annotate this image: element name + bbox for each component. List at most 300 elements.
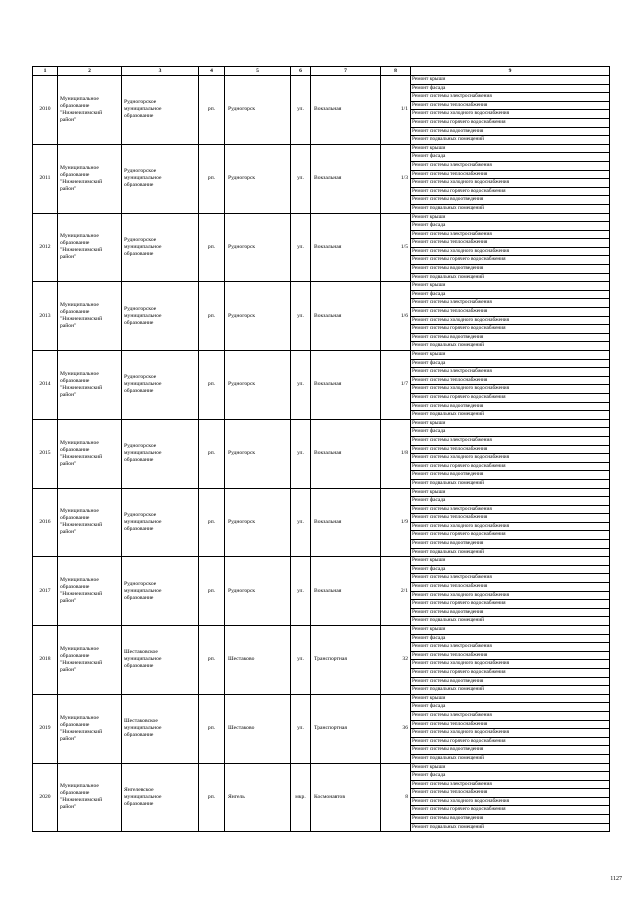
works-cell <box>411 282 610 351</box>
locality-type-cell: рп. <box>199 626 225 695</box>
district-cell <box>58 351 122 420</box>
district-cell <box>58 76 122 145</box>
district-cell-line: район" <box>60 460 77 467</box>
district-cell-line: образование <box>60 240 90 247</box>
settlement-cell <box>122 213 199 282</box>
work-item: Ремонт системы холодного водоснабжения <box>411 798 609 807</box>
work-item: Ремонт подвальных помещений <box>412 411 484 418</box>
district-cell <box>58 419 122 488</box>
house-number-cell: 1/1 <box>381 76 411 145</box>
district-cell-line: Муниципальное <box>60 302 99 309</box>
settlement-cell <box>122 488 199 557</box>
work-item: Ремонт крыши <box>411 626 609 635</box>
work-item: Ремонт системы электроснабжения <box>411 368 609 377</box>
district-cell-line: "Нижнеилимский <box>60 728 103 735</box>
street-type-cell: ул. <box>291 144 311 213</box>
district-cell-line: образование <box>60 790 90 797</box>
work-item: Ремонт системы электроснабжения <box>411 437 609 446</box>
work-item: Ремонт системы теплоснабжения <box>411 239 609 248</box>
district-cell-line: образование <box>60 102 90 109</box>
works-cell <box>411 419 610 488</box>
district-cell-line: Муниципальное <box>60 439 99 446</box>
works-list <box>411 351 609 419</box>
district-cell-line: Муниципальное <box>60 714 99 721</box>
district-cell-line: образование <box>60 652 90 659</box>
district-cell-line: район" <box>60 323 77 330</box>
settlement-cell-line: муниципальное <box>124 312 162 319</box>
work-item: Ремонт системы холодного водоснабжения <box>411 592 609 601</box>
locality-cell: Янгель <box>225 763 291 832</box>
works-cell <box>411 488 610 557</box>
work-item: Ремонт системы теплоснабжения <box>411 514 609 523</box>
district-cell <box>58 763 122 832</box>
house-number-cell: 1/5 <box>381 213 411 282</box>
house-number-cell: 8 <box>381 763 411 832</box>
street-cell: Вокзальная <box>311 76 381 145</box>
row-number: 2017 <box>33 557 58 626</box>
locality-type-cell: рп. <box>199 144 225 213</box>
work-item: Ремонт подвальных помещений <box>412 617 484 624</box>
work-item: Ремонт системы горячего водоснабжения <box>411 394 609 403</box>
work-item: Ремонт подвальных помещений <box>412 823 484 830</box>
district-cell-line: образование <box>60 377 90 384</box>
work-item: Ремонт системы электроснабжения <box>411 506 609 515</box>
work-item: Ремонт подвальных помещений <box>412 479 484 486</box>
locality-type-cell: рп. <box>199 694 225 763</box>
street-cell: Вокзальная <box>311 213 381 282</box>
locality-cell: Шестаково <box>225 694 291 763</box>
works-list <box>411 626 609 694</box>
work-item: Ремонт системы водоотведения <box>411 196 609 205</box>
locality-cell: Рудногорск <box>225 76 291 145</box>
street-cell: Вокзальная <box>311 351 381 420</box>
header-row <box>33 67 610 76</box>
table-row <box>33 282 610 351</box>
locality-type-cell: рп. <box>199 351 225 420</box>
street-cell: Вокзальная <box>311 282 381 351</box>
works-list <box>411 145 609 213</box>
work-item: Ремонт системы горячего водоснабжения <box>411 119 609 128</box>
work-item: Ремонт системы теплоснабжения <box>411 652 609 661</box>
district-cell-line: Муниципальное <box>60 645 99 652</box>
district-cell-line: Муниципальное <box>60 508 99 515</box>
district-cell-line: район" <box>60 254 77 261</box>
works-list <box>411 420 609 488</box>
settlement-cell-line: Рудногорское <box>124 580 157 587</box>
works-list <box>411 76 609 144</box>
column-header: 1 <box>33 67 58 76</box>
district-cell <box>58 282 122 351</box>
work-item: Ремонт системы водоотведения <box>411 403 609 412</box>
district-cell-line: "Нижнеилимский <box>60 247 103 254</box>
locality-type-cell: рп. <box>199 213 225 282</box>
settlement-cell-line: Рудногорское <box>124 374 157 381</box>
work-item: Ремонт крыши <box>411 557 609 566</box>
column-header: 8 <box>381 67 411 76</box>
work-item: Ремонт системы электроснабжения <box>411 93 609 102</box>
street-type-cell: ул. <box>291 419 311 488</box>
locality-cell: Шестаково <box>225 626 291 695</box>
house-number-cell: 36 <box>381 694 411 763</box>
work-item: Ремонт крыши <box>411 764 609 773</box>
column-header: 2 <box>58 67 122 76</box>
district-cell-line: "Нижнеилимский <box>60 109 103 116</box>
column-header: 3 <box>122 67 199 76</box>
street-cell: Транспортная <box>311 626 381 695</box>
locality-type-cell: рп. <box>199 419 225 488</box>
street-type-cell: ул. <box>291 213 311 282</box>
district-cell-line: район" <box>60 116 77 123</box>
table-body <box>33 76 610 832</box>
settlement-cell-line: Рудногорское <box>124 168 157 175</box>
work-item: Ремонт системы водоотведения <box>411 609 609 618</box>
settlement-cell-line: образование <box>124 525 154 532</box>
work-item: Ремонт системы электроснабжения <box>411 712 609 721</box>
settlement-cell-line: муниципальное <box>124 243 162 250</box>
settlement-cell-line: образование <box>124 319 154 326</box>
works-cell <box>411 694 610 763</box>
district-cell-line: Муниципальное <box>60 233 99 240</box>
work-item: Ремонт фасада <box>411 566 609 575</box>
work-item: Ремонт системы горячего водоснабжения <box>411 669 609 678</box>
work-item: Ремонт системы холодного водоснабжения <box>411 454 609 463</box>
works-list <box>411 764 609 832</box>
work-item: Ремонт фасада <box>411 497 609 506</box>
house-number-cell: 1/8 <box>381 419 411 488</box>
work-item: Ремонт системы горячего водоснабжения <box>411 600 609 609</box>
district-cell-line: Муниципальное <box>60 577 99 584</box>
house-number-cell: 2/1 <box>381 557 411 626</box>
settlement-cell <box>122 144 199 213</box>
work-item: Ремонт подвальных помещений <box>412 754 484 761</box>
settlement-cell <box>122 694 199 763</box>
work-item: Ремонт системы теплоснабжения <box>411 377 609 386</box>
work-item: Ремонт системы электроснабжения <box>411 781 609 790</box>
table-row <box>33 763 610 832</box>
street-type-cell: ул. <box>291 282 311 351</box>
settlement-cell <box>122 763 199 832</box>
works-cell <box>411 763 610 832</box>
street-cell: Вокзальная <box>311 557 381 626</box>
district-cell <box>58 213 122 282</box>
street-cell: Транспортная <box>311 694 381 763</box>
column-header: 4 <box>199 67 225 76</box>
work-item: Ремонт системы водоотведения <box>411 678 609 687</box>
locality-cell: Рудногорск <box>225 351 291 420</box>
row-number: 2018 <box>33 626 58 695</box>
work-item: Ремонт системы теплоснабжения <box>411 721 609 730</box>
house-number-cell: 1/9 <box>381 488 411 557</box>
street-cell: Космонавтов <box>311 763 381 832</box>
settlement-cell-line: образование <box>124 113 154 120</box>
settlement-cell-line: образование <box>124 250 154 257</box>
street-type-cell: мкр. <box>291 763 311 832</box>
locality-cell: Рудногорск <box>225 488 291 557</box>
settlement-cell-line: Рудногорское <box>124 511 157 518</box>
row-number: 2015 <box>33 419 58 488</box>
repair-schedule-table <box>32 66 610 832</box>
settlement-cell <box>122 76 199 145</box>
settlement-cell-line: муниципальное <box>124 450 162 457</box>
district-cell-line: район" <box>60 735 77 742</box>
district-cell <box>58 694 122 763</box>
district-cell-line: район" <box>60 391 77 398</box>
works-list <box>411 214 609 282</box>
work-item: Ремонт системы холодного водоснабжения <box>411 248 609 257</box>
district-cell <box>58 488 122 557</box>
works-cell <box>411 144 610 213</box>
column-header: 5 <box>225 67 291 76</box>
work-item: Ремонт системы теплоснабжения <box>411 583 609 592</box>
works-cell <box>411 213 610 282</box>
district-cell-line: "Нижнеилимский <box>60 797 103 804</box>
house-number-cell: 1/3 <box>381 144 411 213</box>
work-item: Ремонт системы водоотведения <box>411 128 609 137</box>
table-row <box>33 213 610 282</box>
work-item: Ремонт системы горячего водоснабжения <box>411 256 609 265</box>
district-cell-line: район" <box>60 529 77 536</box>
house-number-cell: 1/7 <box>381 351 411 420</box>
work-item: Ремонт системы водоотведения <box>411 815 609 824</box>
work-item: Ремонт крыши <box>411 145 609 154</box>
work-item: Ремонт подвальных помещений <box>412 204 484 211</box>
work-item: Ремонт системы электроснабжения <box>411 162 609 171</box>
settlement-cell-line: Рудногорское <box>124 99 157 106</box>
settlement-cell-line: муниципальное <box>124 793 162 800</box>
settlement-cell-line: муниципальное <box>124 175 162 182</box>
table-row <box>33 144 610 213</box>
locality-type-cell: рп. <box>199 557 225 626</box>
work-item: Ремонт системы водоотведения <box>411 471 609 480</box>
work-item: Ремонт фасада <box>411 360 609 369</box>
work-item: Ремонт системы холодного водоснабжения <box>411 385 609 394</box>
settlement-cell-line: Рудногорское <box>124 236 157 243</box>
work-item: Ремонт фасада <box>411 222 609 231</box>
settlement-cell-line: муниципальное <box>124 587 162 594</box>
district-cell-line: "Нижнеилимский <box>60 522 103 529</box>
district-cell-line: "Нижнеилимский <box>60 178 103 185</box>
page-number: 1127 <box>610 876 622 882</box>
district-cell-line: образование <box>60 584 90 591</box>
work-item: Ремонт системы водоотведения <box>411 265 609 274</box>
work-item: Ремонт фасада <box>411 85 609 94</box>
work-item: Ремонт подвальных помещений <box>412 136 484 143</box>
work-item: Ремонт системы холодного водоснабжения <box>411 179 609 188</box>
row-number: 2012 <box>33 213 58 282</box>
settlement-cell-line: муниципальное <box>124 381 162 388</box>
settlement-cell-line: образование <box>124 800 154 807</box>
settlement-cell <box>122 282 199 351</box>
work-item: Ремонт системы водоотведения <box>411 540 609 549</box>
settlement-cell-line: Шестаковское <box>124 649 158 656</box>
settlement-cell-line: образование <box>124 457 154 464</box>
street-type-cell: ул. <box>291 694 311 763</box>
street-cell: Вокзальная <box>311 488 381 557</box>
work-item: Ремонт крыши <box>411 76 609 85</box>
street-cell: Вокзальная <box>311 144 381 213</box>
table-row <box>33 626 610 695</box>
work-item: Ремонт крыши <box>411 695 609 704</box>
work-item: Ремонт подвальных помещений <box>412 273 484 280</box>
table-row <box>33 76 610 145</box>
column-header: 6 <box>291 67 311 76</box>
locality-type-cell: рп. <box>199 282 225 351</box>
row-number: 2013 <box>33 282 58 351</box>
work-item: Ремонт подвальных помещений <box>412 686 484 693</box>
column-header: 9 <box>411 67 610 76</box>
work-item: Ремонт подвальных помещений <box>412 548 484 555</box>
work-item: Ремонт системы горячего водоснабжения <box>411 738 609 747</box>
settlement-cell-line: образование <box>124 732 154 739</box>
table-row <box>33 694 610 763</box>
settlement-cell <box>122 557 199 626</box>
work-item: Ремонт системы холодного водоснабжения <box>411 660 609 669</box>
work-item: Ремонт фасада <box>411 153 609 162</box>
work-item: Ремонт крыши <box>411 420 609 429</box>
settlement-cell-line: муниципальное <box>124 518 162 525</box>
locality-cell: Рудногорск <box>225 419 291 488</box>
row-number: 2011 <box>33 144 58 213</box>
settlement-cell-line: образование <box>124 388 154 395</box>
works-cell <box>411 76 610 145</box>
district-cell-line: "Нижнеилимский <box>60 384 103 391</box>
district-cell-line: Муниципальное <box>60 370 99 377</box>
district-cell-line: "Нижнеилимский <box>60 453 103 460</box>
works-list <box>411 282 609 350</box>
works-cell <box>411 351 610 420</box>
column-header: 7 <box>311 67 381 76</box>
table-row <box>33 419 610 488</box>
work-item: Ремонт фасада <box>411 703 609 712</box>
settlement-cell-line: Шестаковское <box>124 718 158 725</box>
work-item: Ремонт фасада <box>411 635 609 644</box>
work-item: Ремонт системы электроснабжения <box>411 574 609 583</box>
district-cell-line: Муниципальное <box>60 95 99 102</box>
district-cell <box>58 144 122 213</box>
district-cell-line: район" <box>60 804 77 811</box>
locality-type-cell: рп. <box>199 76 225 145</box>
work-item: Ремонт системы теплоснабжения <box>411 789 609 798</box>
street-type-cell: ул. <box>291 488 311 557</box>
works-list <box>411 695 609 763</box>
locality-cell: Рудногорск <box>225 557 291 626</box>
work-item: Ремонт системы горячего водоснабжения <box>411 325 609 334</box>
house-number-cell: 1/6 <box>381 282 411 351</box>
work-item: Ремонт крыши <box>411 282 609 291</box>
works-list <box>411 557 609 625</box>
settlement-cell-line: муниципальное <box>124 725 162 732</box>
street-type-cell: ул. <box>291 76 311 145</box>
district-cell-line: "Нижнеилимский <box>60 591 103 598</box>
row-number: 2020 <box>33 763 58 832</box>
street-cell: Вокзальная <box>311 419 381 488</box>
district-cell-line: район" <box>60 185 77 192</box>
work-item: Ремонт системы холодного водоснабжения <box>411 110 609 119</box>
locality-type-cell: рп. <box>199 488 225 557</box>
settlement-cell <box>122 626 199 695</box>
locality-cell: Рудногорск <box>225 282 291 351</box>
work-item: Ремонт системы теплоснабжения <box>411 308 609 317</box>
district-cell-line: Муниципальное <box>60 783 99 790</box>
work-item: Ремонт системы горячего водоснабжения <box>411 531 609 540</box>
work-item: Ремонт системы электроснабжения <box>411 299 609 308</box>
work-item: Ремонт системы холодного водоснабжения <box>411 729 609 738</box>
work-item: Ремонт подвальных помещений <box>412 342 484 349</box>
work-item: Ремонт системы горячего водоснабжения <box>411 806 609 815</box>
settlement-cell <box>122 419 199 488</box>
work-item: Ремонт крыши <box>411 214 609 223</box>
table-row <box>33 488 610 557</box>
settlement-cell-line: образование <box>124 182 154 189</box>
settlement-cell-line: образование <box>124 663 154 670</box>
street-type-cell: ул. <box>291 351 311 420</box>
district-cell-line: район" <box>60 666 77 673</box>
works-cell <box>411 557 610 626</box>
row-number: 2010 <box>33 76 58 145</box>
work-item: Ремонт крыши <box>411 351 609 360</box>
work-item: Ремонт фасада <box>411 772 609 781</box>
table-row <box>33 351 610 420</box>
work-item: Ремонт системы водоотведения <box>411 334 609 343</box>
district-cell-line: район" <box>60 598 77 605</box>
district-cell-line: Муниципальное <box>60 164 99 171</box>
document-sheet <box>32 66 609 832</box>
district-cell-line: образование <box>60 171 90 178</box>
settlement-cell-line: Рудногорское <box>124 305 157 312</box>
settlement-cell-line: муниципальное <box>124 656 162 663</box>
work-item: Ремонт системы теплоснабжения <box>411 102 609 111</box>
street-type-cell: ул. <box>291 557 311 626</box>
work-item: Ремонт системы теплоснабжения <box>411 171 609 180</box>
settlement-cell-line: Янгелевское <box>124 786 154 793</box>
locality-cell: Рудногорск <box>225 144 291 213</box>
work-item: Ремонт системы водоотведения <box>411 746 609 755</box>
district-cell <box>58 557 122 626</box>
locality-type-cell: рп. <box>199 763 225 832</box>
house-number-cell: 32 <box>381 626 411 695</box>
work-item: Ремонт системы электроснабжения <box>411 643 609 652</box>
settlement-cell <box>122 351 199 420</box>
work-item: Ремонт системы горячего водоснабжения <box>411 188 609 197</box>
settlement-cell-line: Рудногорское <box>124 443 157 450</box>
district-cell-line: образование <box>60 446 90 453</box>
street-type-cell: ул. <box>291 626 311 695</box>
table-row <box>33 557 610 626</box>
district-cell <box>58 626 122 695</box>
work-item: Ремонт фасада <box>411 291 609 300</box>
district-cell-line: "Нижнеилимский <box>60 659 103 666</box>
work-item: Ремонт системы горячего водоснабжения <box>411 463 609 472</box>
locality-cell: Рудногорск <box>225 213 291 282</box>
work-item: Ремонт системы холодного водоснабжения <box>411 317 609 326</box>
district-cell-line: образование <box>60 309 90 316</box>
settlement-cell-line: муниципальное <box>124 106 162 113</box>
district-cell-line: "Нижнеилимский <box>60 316 103 323</box>
row-number: 2019 <box>33 694 58 763</box>
district-cell-line: образование <box>60 515 90 522</box>
work-item: Ремонт системы теплоснабжения <box>411 446 609 455</box>
work-item: Ремонт системы электроснабжения <box>411 231 609 240</box>
row-number: 2014 <box>33 351 58 420</box>
row-number: 2016 <box>33 488 58 557</box>
district-cell-line: образование <box>60 721 90 728</box>
work-item: Ремонт крыши <box>411 489 609 498</box>
works-cell <box>411 626 610 695</box>
work-item: Ремонт системы холодного водоснабжения <box>411 523 609 532</box>
settlement-cell-line: образование <box>124 594 154 601</box>
works-list <box>411 489 609 557</box>
work-item: Ремонт фасада <box>411 428 609 437</box>
